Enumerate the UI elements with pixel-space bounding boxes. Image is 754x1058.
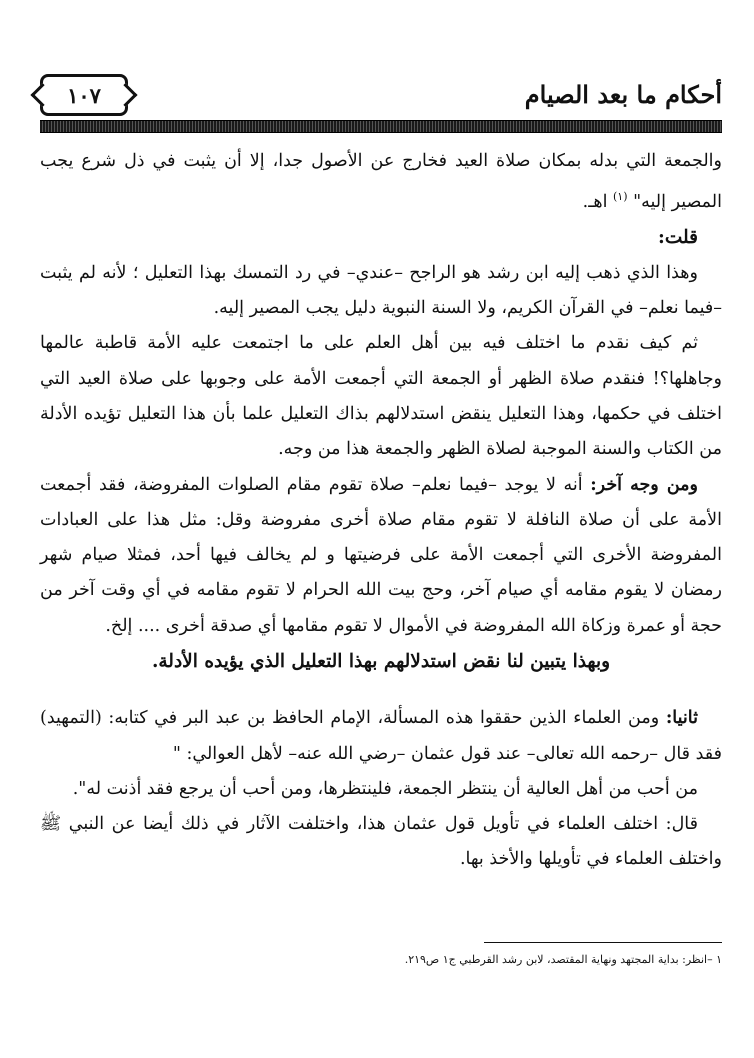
footnote: ١ –انظر: بداية المجتهد ونهاية المقتصد، لابن رشد القرطبي ج١ ص٢١٩. bbox=[404, 953, 722, 966]
paragraph-lead: ومن وجه آخر: bbox=[590, 474, 698, 495]
paragraph-text: أنه لا يوجد –فيما نعلم– صلاة تقوم مقام الصلوات المفروضة، فقد أجمعت الأمة على أن صلاة النافلة لا تقوم مقام صلاة أخرى مفروضة وقل: مثل هذا على العبادات المفروضة الأخرى التي أجمعت الأمة على فرضيتها و لم يخالف فيها أحد، فمثلا صيام شهر رمضان لا يقوم مقامه أي صيام آخر، وحج بيت الله الحرام لا تقوم مقامه في أي وقت آخر من حجة أو عمرة وزكاة الله المفروضة في الأموال لا تقوم مقامها أي صدقة أخرى .... إلخ. bbox=[40, 474, 722, 636]
paragraph-text: والجمعة التي بدله بمكان صلاة العيد فخارج عن الأصول جدا، إلا أن يثبت في ذل شرع يجب المصير إليه" bbox=[40, 151, 722, 213]
conclusion-line: وبهذا يتبين لنا نقض استدلالهم بهذا التعليل الذي يؤيده الأدلة. bbox=[151, 650, 611, 672]
running-title: أحكام ما بعد الصيام bbox=[524, 80, 722, 109]
paragraph: قال: اختلف العلماء في تأويل قول عثمان هذا، واختلفت الآثار في ذلك أيضا عن النبي ﷺ واختلف العلماء في تأويلها والأخذ بها. bbox=[40, 814, 722, 870]
main-text bbox=[40, 144, 722, 878]
page-number: ١٠٧ bbox=[40, 74, 128, 116]
paragraph bbox=[40, 468, 722, 644]
footnote-marker: (١) bbox=[613, 190, 628, 204]
header-divider bbox=[40, 120, 722, 133]
paragraph-text: اهـ. bbox=[582, 192, 613, 213]
paragraph bbox=[40, 144, 722, 220]
paragraph bbox=[40, 701, 722, 772]
paragraph-lead: ثانيا: bbox=[665, 708, 698, 729]
paragraph: وهذا الذي ذهب إليه ابن رشد هو الراجح –عندي– في رد التمسك بهذا التعليل ؛ لأنه لم يثبت –فيما نعلم– في القرآن الكريم، ولا السنة النبوية دليل يجب المصير إليه. bbox=[40, 262, 722, 319]
paragraph-text: ومن العلماء الذين حققوا هذه المسألة، الإمام الحافظ بن عبد البر في كتابه: (التمهيد) فقد قال –رحمه الله تعالى– عند قول عثمان –رضي الله عنه– لأهل العوالي: " bbox=[40, 708, 722, 764]
page-header bbox=[40, 68, 722, 124]
section-heading: قلت: bbox=[658, 227, 698, 249]
footnote-divider bbox=[484, 942, 722, 943]
paragraph: ثم كيف نقدم ما اختلف فيه بين أهل العلم على ما اجتمعت عليه الأمة قاطبة عالمها وجاهلها؟! فنقدم صلاة الظهر أو الجمعة التي أجمعت الأمة على وجوبها على صلاة العيد التي اختلف في حكمها، وهذا التعليل ينقض استدلالهم بذاك التعليل علما بأن هذا التعليل تؤيده الأدلة من الكتاب والسنة الموجبة لصلاة الظهر والجمعة هذا من وجه. bbox=[40, 333, 722, 460]
quote-paragraph: من أحب من أهل العالية أن ينتظر الجمعة، فلينتظرها، ومن أحب أن يرجع فقد أذنت له". bbox=[72, 778, 698, 799]
